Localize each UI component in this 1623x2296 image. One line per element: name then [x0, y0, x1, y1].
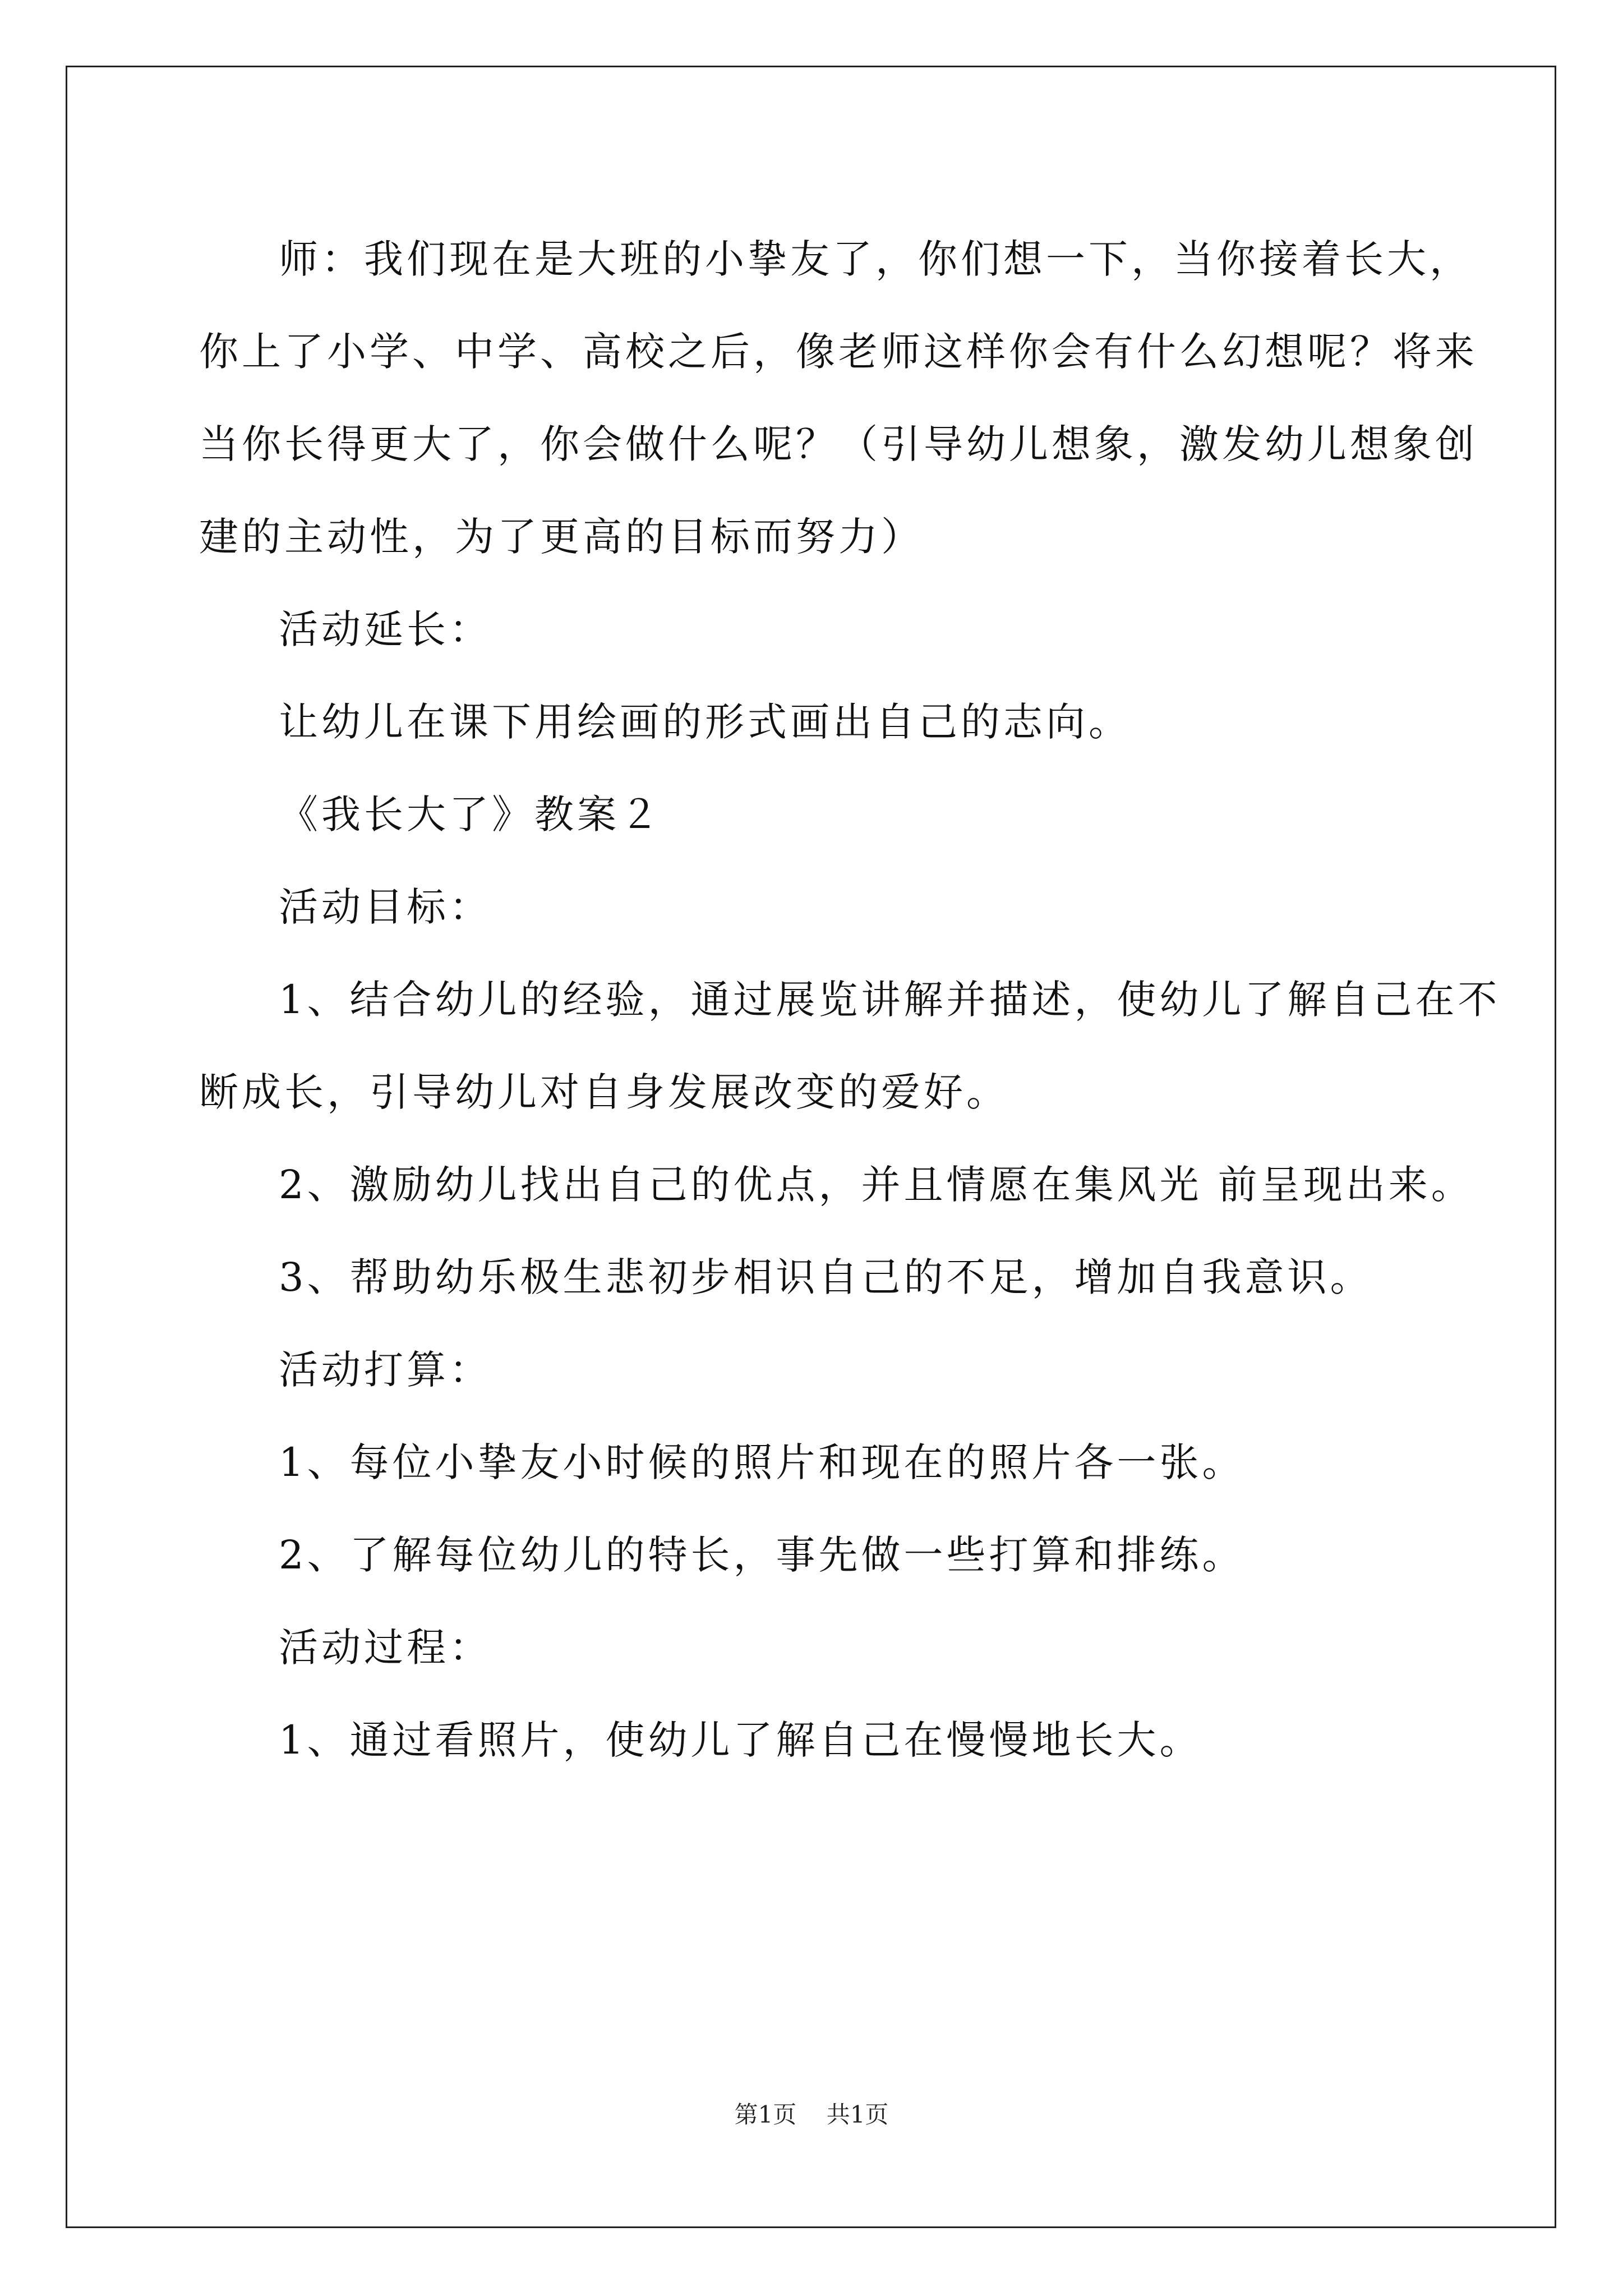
text-line: 2、了解每位幼儿的特长，事先做一些打算和排练。 — [279, 1532, 1245, 1578]
text-line: 3、帮助幼乐极生悲初步相识自己的不足，增加自我意识。 — [279, 1254, 1373, 1300]
text-line: 活动延长： — [279, 606, 492, 652]
page-footer — [0, 2098, 1623, 2132]
text-line: 活动打算： — [279, 1347, 492, 1393]
paragraph — [199, 213, 1472, 306]
page-number: 第1页 — [734, 2101, 797, 2128]
list-item — [199, 1139, 1474, 1231]
text-line: 《我长大了》教案２ — [279, 792, 662, 838]
paragraph — [199, 676, 1433, 769]
list-item — [199, 1694, 1433, 1787]
text-line: 活动过程： — [279, 1625, 492, 1671]
document-body — [199, 213, 1501, 1787]
text-line: 断成长，引导幼儿对自身发展改变的爱好。 — [199, 1069, 1009, 1115]
text-line: 活动目标： — [279, 884, 492, 930]
text-line: 1、每位小挚友小时候的照片和现在的照片各一张。 — [279, 1439, 1245, 1485]
list-item — [199, 1416, 1433, 1509]
document-title — [199, 769, 1433, 861]
text-line: 让幼儿在课下用绘画的形式画出自己的志向。 — [279, 699, 1131, 745]
list-item — [199, 1509, 1433, 1602]
section-heading — [199, 861, 1433, 954]
paragraph-continuation — [199, 306, 1478, 583]
text-line: 建的主动性，为了更高的目标而努力） — [199, 514, 924, 560]
list-item — [199, 954, 1501, 1046]
text-line: 当你长得更大了，你会做什么呢？（引导幼儿想象，激发幼儿想象创 — [199, 421, 1478, 467]
text-line: 师：我们现在是大班的小挚友了，你们想一下，当你接着长大， — [279, 236, 1472, 282]
text-line: 1、通过看照片，使幼儿了解自己在慢慢地长大。 — [279, 1717, 1202, 1763]
list-item-continuation — [199, 1046, 1433, 1139]
list-item — [199, 1231, 1433, 1324]
text-line: 你上了小学、中学、高校之后，像老师这样你会有什么幻想呢？将来 — [199, 329, 1478, 375]
page-total: 共1页 — [826, 2101, 889, 2128]
text-line: 2、激励幼儿找出自己的优点，并且情愿在集风光 前呈现出来。 — [279, 1162, 1474, 1208]
section-heading — [199, 1324, 1433, 1416]
section-heading — [199, 1602, 1433, 1694]
section-heading — [199, 583, 1433, 676]
text-line: 1、结合幼儿的经验，通过展览讲解并描述，使幼儿了解自己在不 — [279, 977, 1501, 1023]
